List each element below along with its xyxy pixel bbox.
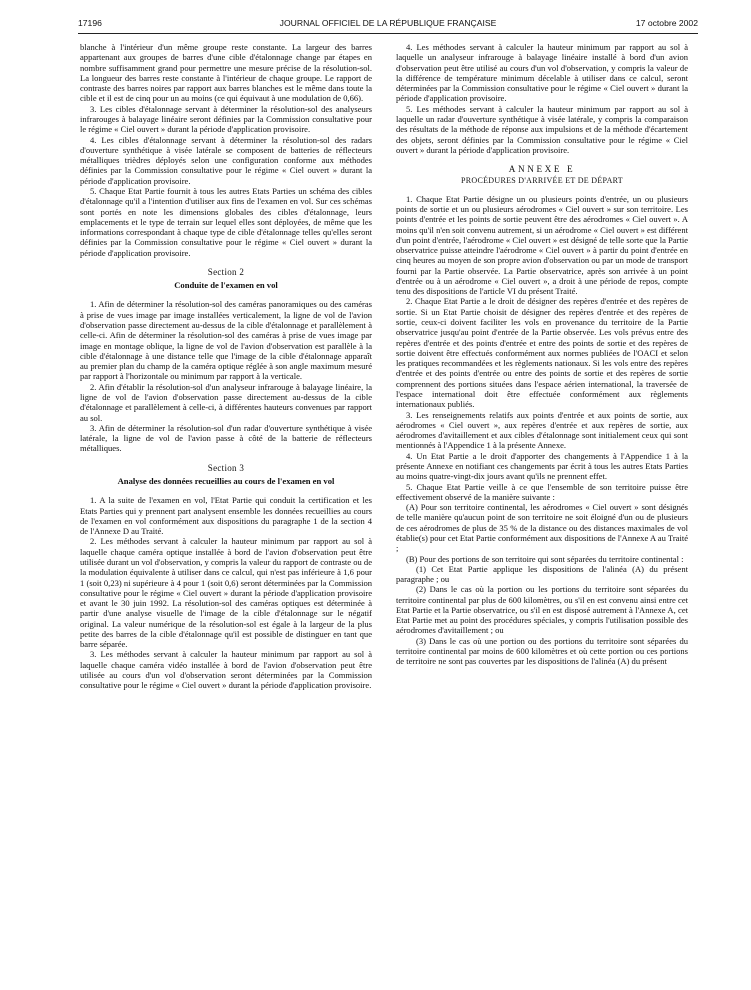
paragraph: 1. Chaque Etat Partie désigne un ou plusieurs points d'entrée, un ou plusieurs points de sortie et un ou plusieurs aérodromes « Ciel ouvert » sur son territoire. Les points d'entrée et les points de sortie peuvent être des aérodromes « Ciel ouvert ». A moins qu'il n'en soit convenu autrement, si un aérodrome « Ciel ouvert » est différent d'un point d'entrée, l'aérodrome « Ciel ouvert » est désigné de telle sorte que la Partie observatrice puisse atteindre l'aérodrome « Ciel ouvert » à partir du point d'entrée en cinq heures au moyen de son propre avion d'observation ou par un mode de transport fourni par la Partie observée. La Partie observatrice, après son arrivée à un point d'entrée ou à un aérodrome « Ciel ouvert », a droit à une période de repos, compte tenu des dispositions de l'article VI du présent Traité.: [396, 193, 688, 297]
sub-paragraph: (3) Dans le cas où une portion ou des portions du territoire sont séparées du territoire continental par moins de 600 kilomètres et où cette portion ou ces portions de territoire ne sont pas couvertes par les dispositions de l'alinéa (A) du présent: [396, 635, 688, 667]
publication-date: 17 octobre 2002: [635, 18, 698, 28]
sub-paragraph: (2) Dans le cas où la portion ou les portions du territoire sont séparées du territoire continental par plus de 600 kilomètres, ou s'il en est convenu ainsi entre cet Etat Partie et la Partie observatrice, ou s'il en est disposé autrement à l'Annexe A, cet Etat Partie met au point des procédures spéciales, y compris l'utilisation possible des aérodromes d'avitaillement ; ou: [396, 584, 688, 636]
paragraph: blanche à l'intérieur d'un même groupe reste constante. La largeur des barres appartenant aux groupes de barres d'une cible d'étalonnage change par étapes en nombre suffisamment grand pour permettre une mesure précise de la résolution-sol. La longueur des barres reste constante à l'intérieur de chaque groupe. Le rapport de contraste des barres noires par rapport aux barres blanches est le même dans toute la cible et il est de cinq pour un au moins (ce qui équivaut à une modulation de 0,66).: [80, 42, 372, 104]
paragraph: 3. Les cibles d'étalonnage servant à déterminer la résolution-sol des analyseurs infrarouges à balayage linéaire seront définies par la Commission consultative pour le régime « Ciel ouvert » durant la période d'application provisoire.: [80, 103, 372, 135]
annex-title: ANNEXE E: [508, 164, 576, 175]
page-header: [78, 18, 698, 32]
paragraph: 2. Les méthodes servant à calculer la hauteur minimum par rapport au sol à laquelle chaque caméra optique installée à bord de l'avion d'observation peut être utilisée durant un vol d'observation, y compris la valeur du rapport de contraste ou de la modulation équivalente à utiliser dans ce calcul, qui n'est pas inférieure à 1,6 pour 1 (soit 0,23) ni supérieure à 4 pour 1 (soit 0,6) seront déterminées par la Commission consultative pour le régime « Ciel ouvert » durant la période d'application provisoire et avant le 30 juin 1992. La résolution-sol des caméras optiques est déterminée à partir d'une analyse visuelle de l'image de la cible d'étalonnage sur le négatif original. La valeur numérique de la résolution-sol est égale à la largeur de la plus petite des barres de la cible d'étalonnage qu'il est possible de distinguer en tant que barre séparée.: [80, 536, 372, 650]
page-number: 17196: [78, 18, 102, 28]
paragraph: (A) Pour son territoire continental, les aérodromes « Ciel ouvert » sont désignés de telle manière qu'aucun point de son territoire ne soit éloigné d'un ou de plusieurs de ces aérodromes de plus de 35 % de la distance ou des distances maximales de vol établie(s) pour cet Etat Partie conformément aux dispositions de l'Annexe A au Traité ;: [396, 502, 688, 554]
section-title: Conduite de l'examen en vol: [174, 280, 278, 291]
paragraph: 2. Chaque Etat Partie a le droit de désigner des repères d'entrée et des repères de sortie. Si un Etat Partie choisit de désigner des repères d'entrée et des repères de sortie, ceux-ci doivent faciliter les vols en provenance du territoire de la Partie observatrice jusqu'au point d'entrée de la Partie observée. Les vols prévus entre des repères d'entrée et des points d'entrée et entre des points de sortie et des repères de sortie doivent être effectués conformément aux normes publiées de l'OACI et selon les pratiques recommandées et les règlements nationaux. Si les vols entre des repères d'entrée et des points d'entrée ou entre des points de sortie et des repères de sortie comprennent des portions situées dans l'espace aérien international, la traversée de l'espace international doit être effectuée conformément aux règlements internationaux publiés.: [396, 296, 688, 410]
paragraph: 3. Afin de déterminer la résolution-sol d'un radar d'ouverture synthétique à visée latérale, la ligne de vol de l'avion passe à côté de la batterie de réflecteurs métalliques.: [80, 422, 372, 454]
paragraph: 1. Afin de déterminer la résolution-sol des caméras panoramiques ou des caméras à prise de vues image par image installées verticalement, la ligne de vol de l'avion d'observation passe directement au-dessus de la cible d'étalonnage et parallèlement à celle-ci. Afin de déterminer la résolution-sol des caméras à prise de vues image par image en montage oblique, la ligne de vol de l'avion d'observation est parallèle à la cible d'étalonnage à une distance telle que l'image de la cible d'étalonnage apparaît au premier plan du champ de la caméra optique réglée à son angle maximum mesuré par rapport à l'horizontale ou minimum par rapport à la verticale.: [80, 299, 372, 382]
paragraph: 4. Les cibles d'étalonnage servant à déterminer la résolution-sol des radars d'ouverture synthétique à visée latérale se composent de batteries de réflecteurs métalliques trièdres déployés selon une configuration conforme aux méthodes définies par la Commission consultative pour le régime « Ciel ouvert » durant la période d'application provisoire.: [80, 134, 372, 186]
paragraph: 5. Les méthodes servant à calculer la hauteur minimum par rapport au sol à laquelle un radar d'ouverture synthétique à visée latérale, y compris la comparaison des résultats de la méthode de réponse aux impulsions et de la méthode d'écartement des objets, seront définies par la Commission consultative pour le régime « Ciel ouvert » durant la période d'application provisoire.: [396, 103, 688, 155]
section-number: Section 2: [207, 266, 245, 277]
paragraph: 3. Les renseignements relatifs aux points d'entrée et aux points de sortie, aux aérodromes « Ciel ouvert », aux repères d'entrée et aux repères de sortie, aux aérodromes d'avitaillement et aux cibles d'étalonnage sont initialement ceux qui sont mentionnés à l'Appendice 1 à la présente Annexe.: [396, 409, 688, 451]
journal-title: JOURNAL OFFICIEL DE LA RÉPUBLIQUE FRANÇAISE: [279, 18, 497, 28]
section-title: Analyse des données recueillies au cours de l'examen en vol: [117, 475, 335, 486]
paragraph: 3. Les méthodes servant à calculer la hauteur minimum par rapport au sol à laquelle chaque caméra vidéo installée à bord de l'avion d'observation peut être utilisée au cours d'un vol d'observation seront déterminées par la Commission consultative pour le régime « Ciel ouvert » durant la période d'application provisoire.: [80, 649, 372, 691]
paragraph: 1. A la suite de l'examen en vol, l'Etat Partie qui conduit la certification et les Etats Parties qui y prennent part analysent ensemble les données recueillies au cours de l'examen en vol conformément aux dispositions du paragraphe 1 de la section 4 de l'Annexe D au Traité.: [80, 495, 372, 537]
paragraph: 5. Chaque Etat Partie veille à ce que l'ensemble de son territoire puisse être effectivement observé de la manière suivante :: [396, 481, 688, 502]
right-column: [396, 42, 688, 667]
paragraph: 5. Chaque Etat Partie fournit à tous les autres Etats Parties un schéma des cibles d'étalonnage qu'il a l'intention d'utiliser aux fins de l'examen en vol. Sur ces schémas sont portés en note les dimensions globales des cibles d'étalonnage, leurs emplacements et le type de terrain sur lequel elles sont déployées, de même que les informations correspondant à chaque type de cible d'étalonnage telles qu'elles seront définies par la Commission consultative pour le régime « Ciel ouvert » durant la période d'application provisoire.: [80, 185, 372, 258]
paragraph: 2. Afin d'établir la résolution-sol d'un analyseur infrarouge à balayage linéaire, la ligne de vol de l'avion d'observation passe directement au-dessus de la cible d'étalonnage et parallèlement à celle-ci, à différentes hauteurs convenues par rapport au sol.: [80, 381, 372, 423]
paragraph: 4. Les méthodes servant à calculer la hauteur minimum par rapport au sol à laquelle un analyseur infrarouge à balayage linéaire installé à bord d'un avion d'observation peut être utilisé au cours d'un vol d'observation, y compris la valeur de la différence de température minimum décelable à utiliser dans ce calcul, seront déterminées par la Commission consultative pour le régime « Ciel ouvert » durant la période d'application provisoire.: [396, 42, 688, 104]
annex-subtitle: PROCÉDURES D'ARRIVÉE ET DE DÉPART: [461, 176, 623, 186]
paragraph: 4. Un Etat Partie a le droit d'apporter des changements à l'Appendice 1 à la présente Annexe en notifiant ces changements par écrit à tous les autres Etats Parties au moins quatre-vingt-dix jours avant qu'ils ne prennent effet.: [396, 450, 688, 482]
sub-paragraph: (1) Cet Etat Partie applique les dispositions de l'alinéa (A) du présent paragraphe ; ou: [396, 563, 688, 585]
left-column: [80, 42, 372, 691]
section-number: Section 3: [207, 462, 245, 473]
header-rule: [78, 33, 698, 34]
paragraph: (B) Pour des portions de son territoire qui sont séparées du territoire continental :: [406, 553, 684, 564]
